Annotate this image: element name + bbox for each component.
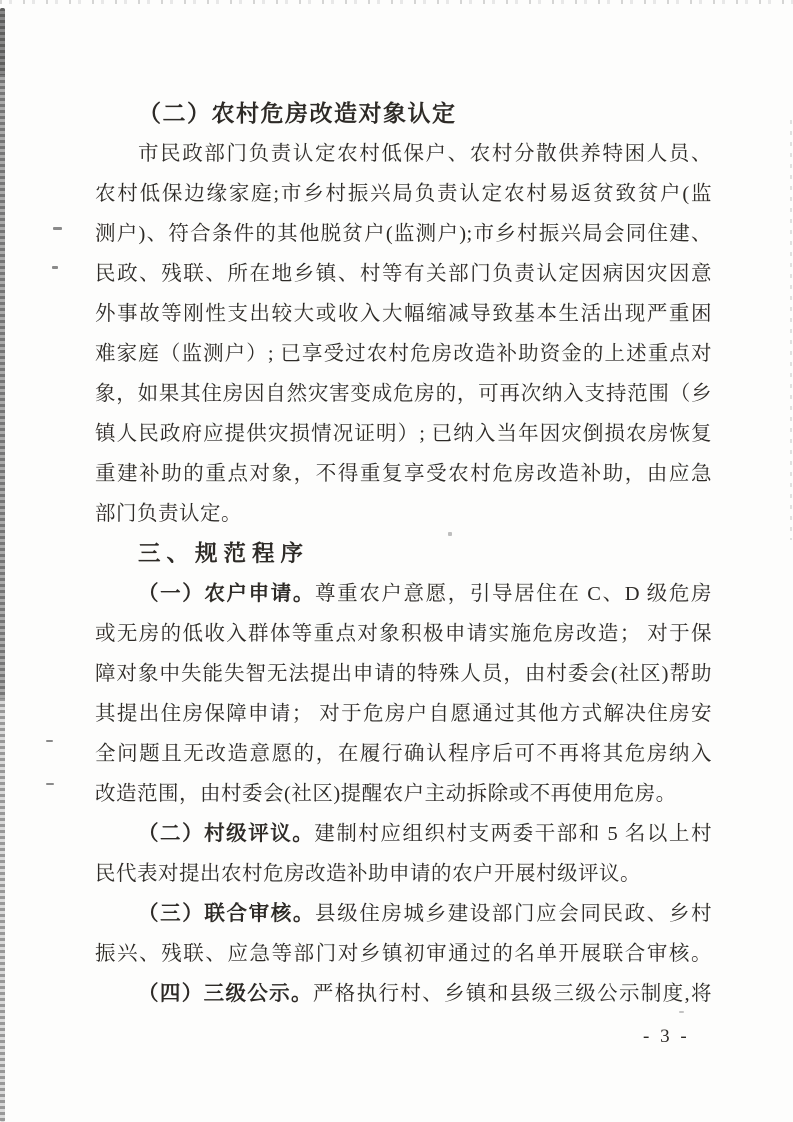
scan-artifact-left-edge	[0, 8, 5, 1122]
line-text: 障对象中失能失智无法提出申请的特殊人员，由村委会(社区)帮助	[95, 663, 712, 685]
line-text: 外事故等刚性支出较大或收入大幅缩减导致基本生活出现严重困	[95, 303, 712, 325]
scan-speck	[52, 266, 58, 269]
line-text: 象，如果其住房因自然灾害变成危房的，可再次纳入支持范围（乡	[95, 383, 712, 405]
line-text: 民政、残联、所在地乡镇、村等有关部门负责认定因病因灾因意	[95, 263, 712, 285]
line-text: 全问题且无改造意愿的，在履行确认程序后可不再将其危房纳入	[95, 743, 712, 765]
document-body	[95, 94, 712, 1014]
scan-artifact-top-edge	[0, 0, 793, 4]
text-line	[95, 934, 712, 974]
text-line	[95, 334, 712, 374]
line-text: 尊重农户意愿，引导居住在 C、D 级危房	[315, 583, 712, 605]
line-text: 其提出住房保障申请； 对于危房户自愿通过其他方式解决住房安	[95, 703, 712, 725]
line-text: 难家庭（监测户）; 已享受过农村危房改造补助资金的上述重点对	[95, 343, 712, 365]
line-text: 改造范围，由村委会(社区)提醒农户主动拆除或不再使用危房。	[95, 783, 677, 805]
line-lead-text: （一）农户申请。	[138, 583, 316, 605]
text-line	[95, 374, 712, 414]
line-lead-text: 三、规范程序	[138, 541, 310, 566]
line-lead-text: （三）联合审核。	[138, 903, 315, 925]
text-line	[95, 94, 712, 134]
text-line	[95, 294, 712, 334]
text-line	[95, 534, 712, 574]
text-line	[95, 454, 712, 494]
line-text: 民代表对提出农村危房改造补助申请的农户开展村级评议。	[95, 863, 641, 885]
line-text: 部门负责认定。	[95, 503, 242, 525]
line-text: 农村低保边缘家庭;市乡村振兴局负责认定农村易返贫致贫户(监	[95, 183, 712, 205]
text-line	[95, 694, 712, 734]
line-text: 测户)、符合条件的其他脱贫户(监测户);市乡村振兴局会同住建、	[95, 223, 712, 245]
text-line	[95, 974, 712, 1014]
text-line	[95, 174, 712, 214]
scan-artifact-right-edge	[790, 120, 792, 540]
line-text: 市民政部门负责认定农村低保户、农村分散供养特困人员、	[138, 143, 712, 165]
scan-speck	[53, 227, 62, 230]
line-text: 建制村应组织村支两委干部和 5 名以上村	[314, 823, 712, 845]
text-line	[95, 854, 712, 894]
line-text: 或无房的低收入群体等重点对象积极申请实施危房改造； 对于保	[95, 623, 712, 645]
text-line	[95, 574, 712, 614]
line-text: 镇人民政府应提供灾损情况证明）; 已纳入当年因灾倒损农房恢复	[95, 423, 712, 445]
text-line	[95, 414, 712, 454]
line-text: 严格执行村、乡镇和县级三级公示制度,将	[312, 983, 712, 1005]
page-number: - 3 -	[643, 1026, 690, 1047]
line-text: 振兴、残联、应急等部门对乡镇初审通过的名单开展联合审核。	[95, 943, 712, 965]
line-lead-text: （四）三级公示。	[138, 983, 313, 1005]
line-lead-text: （二）村级评议。	[138, 823, 315, 845]
text-line	[95, 214, 712, 254]
text-line	[95, 734, 712, 774]
line-lead-text: （二）农村危房改造对象认定	[138, 101, 457, 126]
text-line	[95, 894, 712, 934]
text-line	[95, 134, 712, 174]
scan-speck	[46, 740, 53, 742]
scan-speck	[46, 783, 54, 785]
text-line	[95, 774, 712, 814]
line-text: 县级住房城乡建设部门应会同民政、乡村	[314, 903, 712, 925]
text-line	[95, 614, 712, 654]
text-line	[95, 654, 712, 694]
text-line	[95, 254, 712, 294]
text-line	[95, 494, 712, 534]
text-line	[95, 814, 712, 854]
line-text: 重建补助的重点对象，不得重复享受农村危房改造补助，由应急	[95, 463, 712, 485]
